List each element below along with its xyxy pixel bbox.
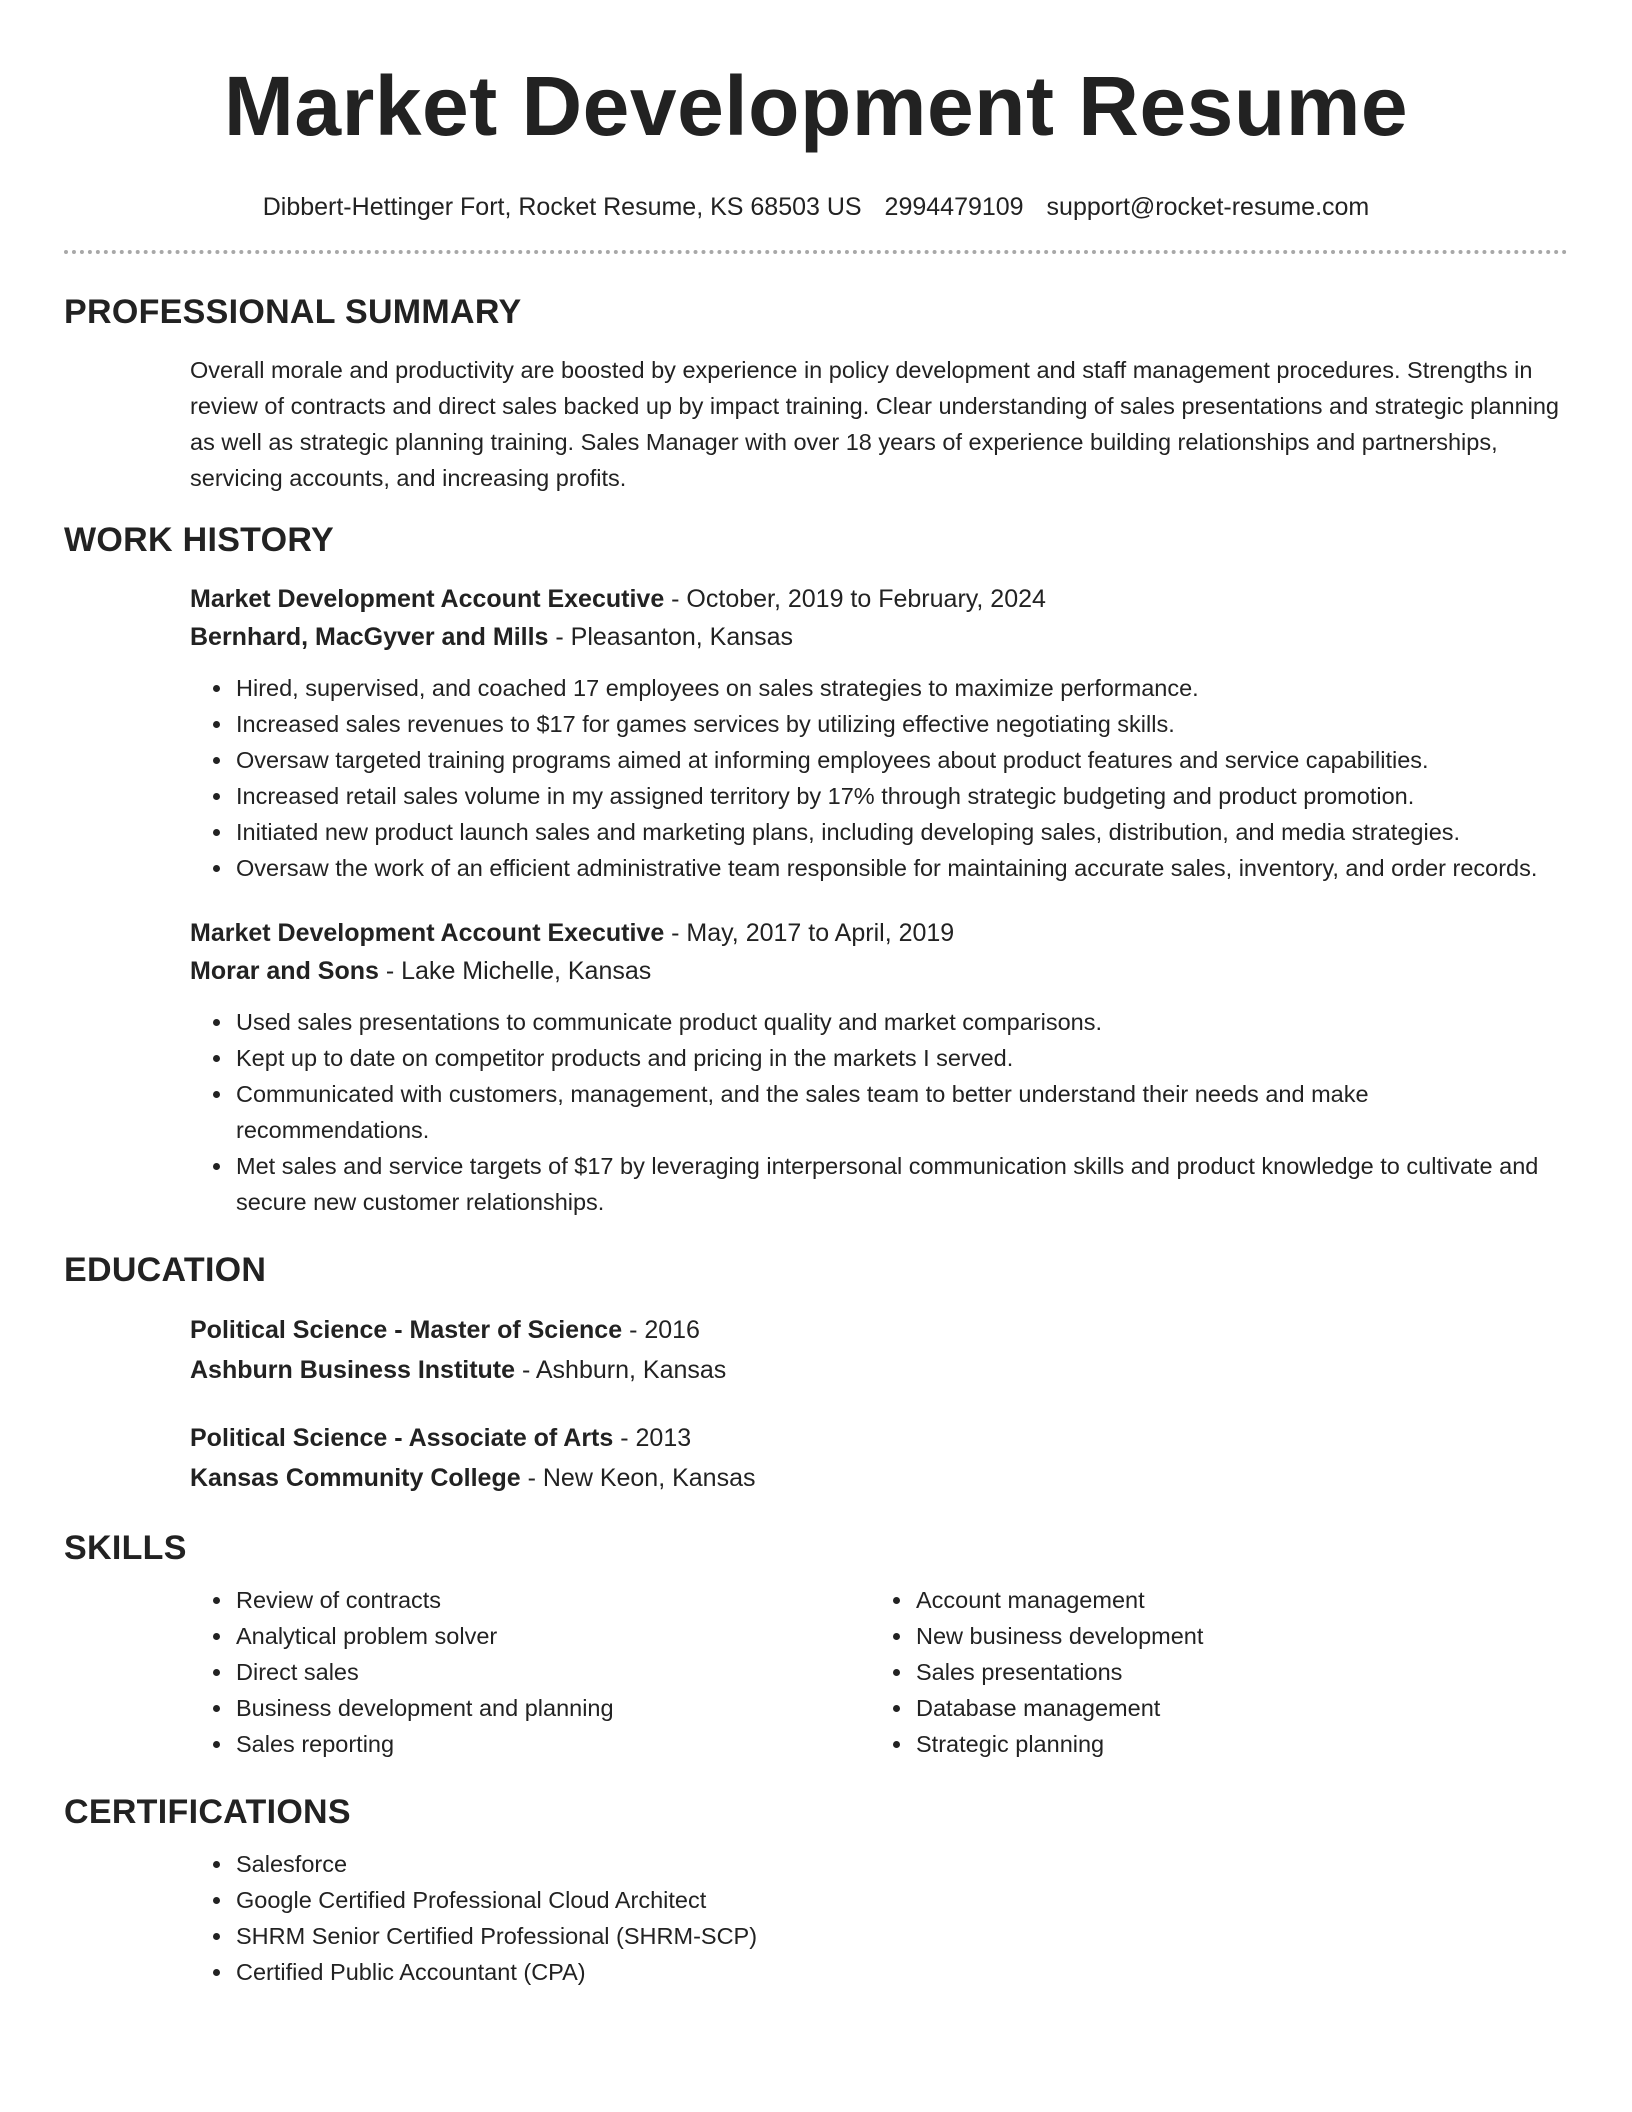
contact-info (64, 190, 1568, 224)
work-history-heading: WORK HISTORY (64, 521, 334, 559)
job-company-line (190, 618, 1568, 656)
certification-item: • SHRM Senior Certified Professional (SHRM-SCP) (234, 1918, 1568, 1954)
resume-header (64, 0, 1568, 254)
skill-item: • Review of contracts (234, 1582, 870, 1618)
certifications-list (190, 1846, 1568, 1990)
education-school-line (190, 1458, 1568, 1498)
job-company: Morar and Sons (190, 957, 379, 985)
job-bullet: • Communicated with customers, management, and the sales team to better understand their needs and make recommendations. (234, 1076, 1568, 1148)
skills-section (64, 1526, 1568, 1762)
contact-email: support@rocket-resume.com (1046, 193, 1370, 221)
education-heading: EDUCATION (64, 1251, 267, 1289)
job-location: - Lake Michelle, Kansas (378, 957, 652, 985)
job-position: Market Development Account Executive (190, 585, 665, 613)
job-entry (190, 580, 1568, 886)
job-position: Market Development Account Executive (190, 919, 665, 947)
skill-item: • Analytical problem solver (234, 1618, 870, 1654)
education-section (64, 1248, 1568, 1498)
resume-title: Market Development Resume (223, 59, 1409, 153)
skill-item: • Sales reporting (234, 1726, 870, 1762)
job-bullet: • Oversaw targeted training programs aimed at informing employees about product features and service capabilities. (234, 742, 1568, 778)
jobs-list (64, 580, 1568, 1220)
work-history-section (64, 518, 1568, 1220)
education-entry (190, 1418, 1568, 1498)
education-degree: Political Science - Master of Science (190, 1316, 623, 1344)
job-location: - Pleasanton, Kansas (548, 623, 794, 651)
job-bullet: • Oversaw the work of an efficient administrative team responsible for maintaining accurate sales, inventory, and order records. (234, 850, 1568, 886)
job-title-line (190, 914, 1568, 952)
skills-list-left (190, 1582, 870, 1762)
job-company-line (190, 952, 1568, 990)
job-dates: - October, 2019 to February, 2024 (664, 585, 1046, 613)
contact-phone: 2994479109 (884, 193, 1024, 221)
summary-heading: PROFESSIONAL SUMMARY (64, 293, 522, 331)
header-divider (64, 250, 1568, 254)
certification-item: • Certified Public Accountant (CPA) (234, 1954, 1568, 1990)
education-entry (190, 1310, 1568, 1390)
education-list (64, 1310, 1568, 1498)
education-degree-line (190, 1418, 1568, 1458)
skills-grid (190, 1582, 1568, 1762)
job-bullet: • Kept up to date on competitor products and pricing in the markets I served. (234, 1040, 1568, 1076)
skills-heading: SKILLS (64, 1529, 187, 1567)
skill-item: • Business development and planning (234, 1690, 870, 1726)
skills-list-right (870, 1582, 1550, 1762)
job-bullet: • Met sales and service targets of $17 by leveraging interpersonal communication skills and product knowledge to cultivate and secure new customer relationships. (234, 1148, 1568, 1220)
education-degree: Political Science - Associate of Arts (190, 1424, 614, 1452)
job-bullets (190, 1004, 1568, 1220)
education-location: - New Keon, Kansas (520, 1464, 756, 1492)
certification-item: • Salesforce (234, 1846, 1568, 1882)
job-bullets (190, 670, 1568, 886)
job-entry (190, 914, 1568, 1220)
education-school: Ashburn Business Institute (190, 1356, 516, 1384)
job-dates: - May, 2017 to April, 2019 (664, 919, 955, 947)
skill-item: • Sales presentations (914, 1654, 1550, 1690)
skill-item: • Strategic planning (914, 1726, 1550, 1762)
summary-text: Overall morale and productivity are boosted by experience in policy development and staff management procedures. Strengths in review of contracts and direct sales backed up by impact training. Clear understanding of sales presentations and strategic planning as well as strategic planning training. Sales Manager with over 18 years of experience building relationships and partnerships, servicing accounts, and increasing profits. (190, 357, 1560, 491)
education-school: Kansas Community College (190, 1464, 521, 1492)
job-bullet: • Increased sales revenues to $17 for games services by utilizing effective negotiating skills. (234, 706, 1568, 742)
job-bullet: • Increased retail sales volume in my assigned territory by 17% through strategic budgeting and product promotion. (234, 778, 1568, 814)
skill-item: • New business development (914, 1618, 1550, 1654)
contact-address: Dibbert-Hettinger Fort, Rocket Resume, KS 68503 US (262, 193, 862, 221)
skill-item: • Direct sales (234, 1654, 870, 1690)
skill-item: • Account management (914, 1582, 1550, 1618)
education-location: - Ashburn, Kansas (515, 1356, 727, 1384)
job-bullet: • Used sales presentations to communicate product quality and market comparisons. (234, 1004, 1568, 1040)
job-title-line (190, 580, 1568, 618)
summary-section (64, 290, 1568, 496)
education-degree-line (190, 1310, 1568, 1350)
skill-item: • Database management (914, 1690, 1550, 1726)
education-year: - 2013 (613, 1424, 692, 1452)
education-school-line (190, 1350, 1568, 1390)
certifications-heading: CERTIFICATIONS (64, 1793, 351, 1831)
certifications-section (64, 1790, 1568, 1990)
job-bullet: • Initiated new product launch sales and marketing plans, including developing sales, distribution, and media strategies. (234, 814, 1568, 850)
job-bullet: • Hired, supervised, and coached 17 employees on sales strategies to maximize performance. (234, 670, 1568, 706)
education-year: - 2016 (622, 1316, 700, 1344)
job-company: Bernhard, MacGyver and Mills (190, 623, 549, 651)
certification-item: • Google Certified Professional Cloud Architect (234, 1882, 1568, 1918)
